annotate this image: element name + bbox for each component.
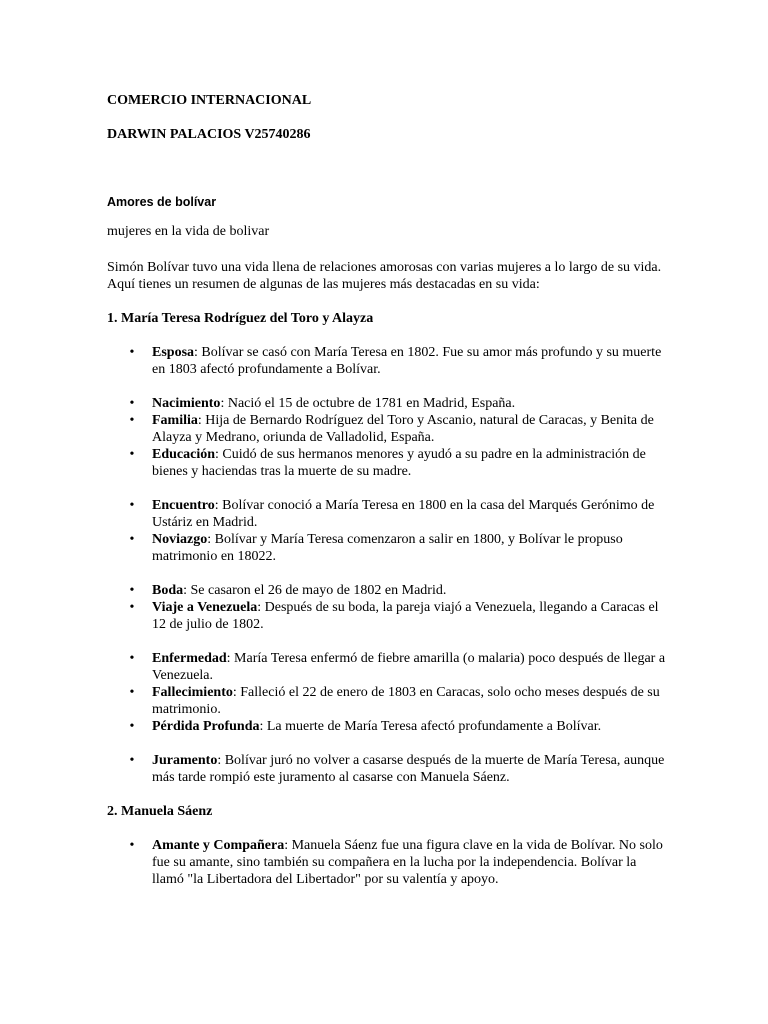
list-item xyxy=(107,650,667,684)
bullet-icon: • xyxy=(129,413,135,428)
list-item-term: Encuentro xyxy=(152,498,215,513)
list-item xyxy=(107,684,667,718)
list-item-text: : Se casaron el 26 de mayo de 1802 en Madrid. xyxy=(183,583,447,598)
list-item xyxy=(107,395,667,412)
sections-container xyxy=(107,310,667,888)
bullet-list xyxy=(107,650,667,735)
list-item-term: Juramento xyxy=(152,753,218,768)
list-item-term: Amante y Compañera xyxy=(152,838,285,853)
list-item-text: : Después de su boda, la pareja viajó a Venezuela, llegando a Caracas el 12 de julio de 1802. xyxy=(152,600,659,632)
list-item-text: : Cuidó de sus hermanos menores y ayudó a su padre en la administración de bienes y haciendas tras la muerte de su madre. xyxy=(152,447,646,479)
list-item xyxy=(107,531,667,565)
intro-paragraph xyxy=(107,259,667,293)
list-item-term: Esposa xyxy=(152,345,195,360)
list-item-term: Boda xyxy=(152,583,184,598)
author-line: DARWIN PALACIOS V25740286 xyxy=(107,127,311,142)
section-heading: 2. Manuela Sáenz xyxy=(107,804,213,819)
bullet-icon: • xyxy=(129,447,135,462)
list-item xyxy=(107,752,667,786)
list-item xyxy=(107,599,667,633)
bullet-icon: • xyxy=(129,583,135,598)
bullet-list xyxy=(107,837,667,888)
bullet-icon: • xyxy=(129,651,135,666)
list-item-text: : Falleció el 22 de enero de 1803 en Caracas, solo ocho meses después de su matrimonio. xyxy=(152,685,660,717)
list-item xyxy=(107,497,667,531)
document-title: Amores de bolívar xyxy=(107,195,217,209)
list-item-term: Enfermedad xyxy=(152,651,227,666)
intro-line: Simón Bolívar tuvo una vida llena de relaciones amorosas con varias mujeres a lo largo de su vida. xyxy=(107,260,662,275)
list-item-text: : Bolívar juró no volver a casarse después de la muerte de María Teresa, aunque más tarde rompió este juramento al casarse con Manuela Sáenz. xyxy=(152,753,665,785)
bullet-icon: • xyxy=(129,532,135,547)
document-body xyxy=(107,92,667,905)
bullet-icon: • xyxy=(129,838,135,853)
list-item-term: Educación xyxy=(152,447,216,462)
list-item-text: : Nació el 15 de octubre de 1781 en Madrid, España. xyxy=(220,396,516,411)
list-item-text: : María Teresa enfermó de fiebre amarilla (o malaria) poco después de llegar a Venezuela. xyxy=(152,651,666,683)
list-item-text: : Bolívar se casó con María Teresa en 1802. Fue su amor más profundo y su muerte en 1803 afectó profundamente a Bolívar. xyxy=(152,345,662,377)
list-item-term: Fallecimiento xyxy=(152,685,233,700)
list-item-text: : Manuela Sáenz fue una figura clave en la vida de Bolívar. No solo fue su amante, sino también su compañera en la lucha por la independencia. Bolívar la llamó "la Libertadora del Libertador" por su valentía y apoyo. xyxy=(152,838,663,887)
list-item-text: : Bolívar y María Teresa comenzaron a salir en 1800, y Bolívar le propuso matrimonio en 18022. xyxy=(152,532,623,564)
bullet-icon: • xyxy=(129,719,135,734)
bullet-list xyxy=(107,582,667,633)
course-title: COMERCIO INTERNACIONAL xyxy=(107,93,312,108)
list-item xyxy=(107,718,667,735)
bullet-list xyxy=(107,497,667,565)
bullet-icon: • xyxy=(129,498,135,513)
list-item xyxy=(107,582,667,599)
bullet-list xyxy=(107,752,667,786)
intro-line: Aquí tienes un resumen de algunas de las mujeres más destacadas en su vida: xyxy=(107,277,540,292)
list-item-text: : Hija de Bernardo Rodríguez del Toro y Ascanio, natural de Caracas, y Benita de Alayza y Medrano, oriunda de Valladolid, España. xyxy=(152,413,654,445)
list-item-term: Nacimiento xyxy=(152,396,221,411)
document-subtitle: mujeres en la vida de bolivar xyxy=(107,224,270,239)
bullet-icon: • xyxy=(129,345,135,360)
list-item-text: : Bolívar conoció a María Teresa en 1800 en la casa del Marqués Gerónimo de Ustáriz en Madrid. xyxy=(152,498,655,530)
list-item xyxy=(107,412,667,446)
list-item-term: Familia xyxy=(152,413,198,428)
bullet-list xyxy=(107,344,667,378)
bullet-icon: • xyxy=(129,753,135,768)
section-heading: 1. María Teresa Rodríguez del Toro y Alayza xyxy=(107,311,374,326)
list-item-term: Viaje a Venezuela xyxy=(152,600,258,615)
list-item xyxy=(107,837,667,888)
bullet-list xyxy=(107,395,667,480)
list-item-term: Pérdida Profunda xyxy=(152,719,260,734)
bullet-icon: • xyxy=(129,685,135,700)
bullet-icon: • xyxy=(129,600,135,615)
list-item-term: Noviazgo xyxy=(152,532,208,547)
bullet-icon: • xyxy=(129,396,135,411)
list-item xyxy=(107,446,667,480)
list-item xyxy=(107,344,667,378)
list-item-text: : La muerte de María Teresa afectó profundamente a Bolívar. xyxy=(259,719,602,734)
